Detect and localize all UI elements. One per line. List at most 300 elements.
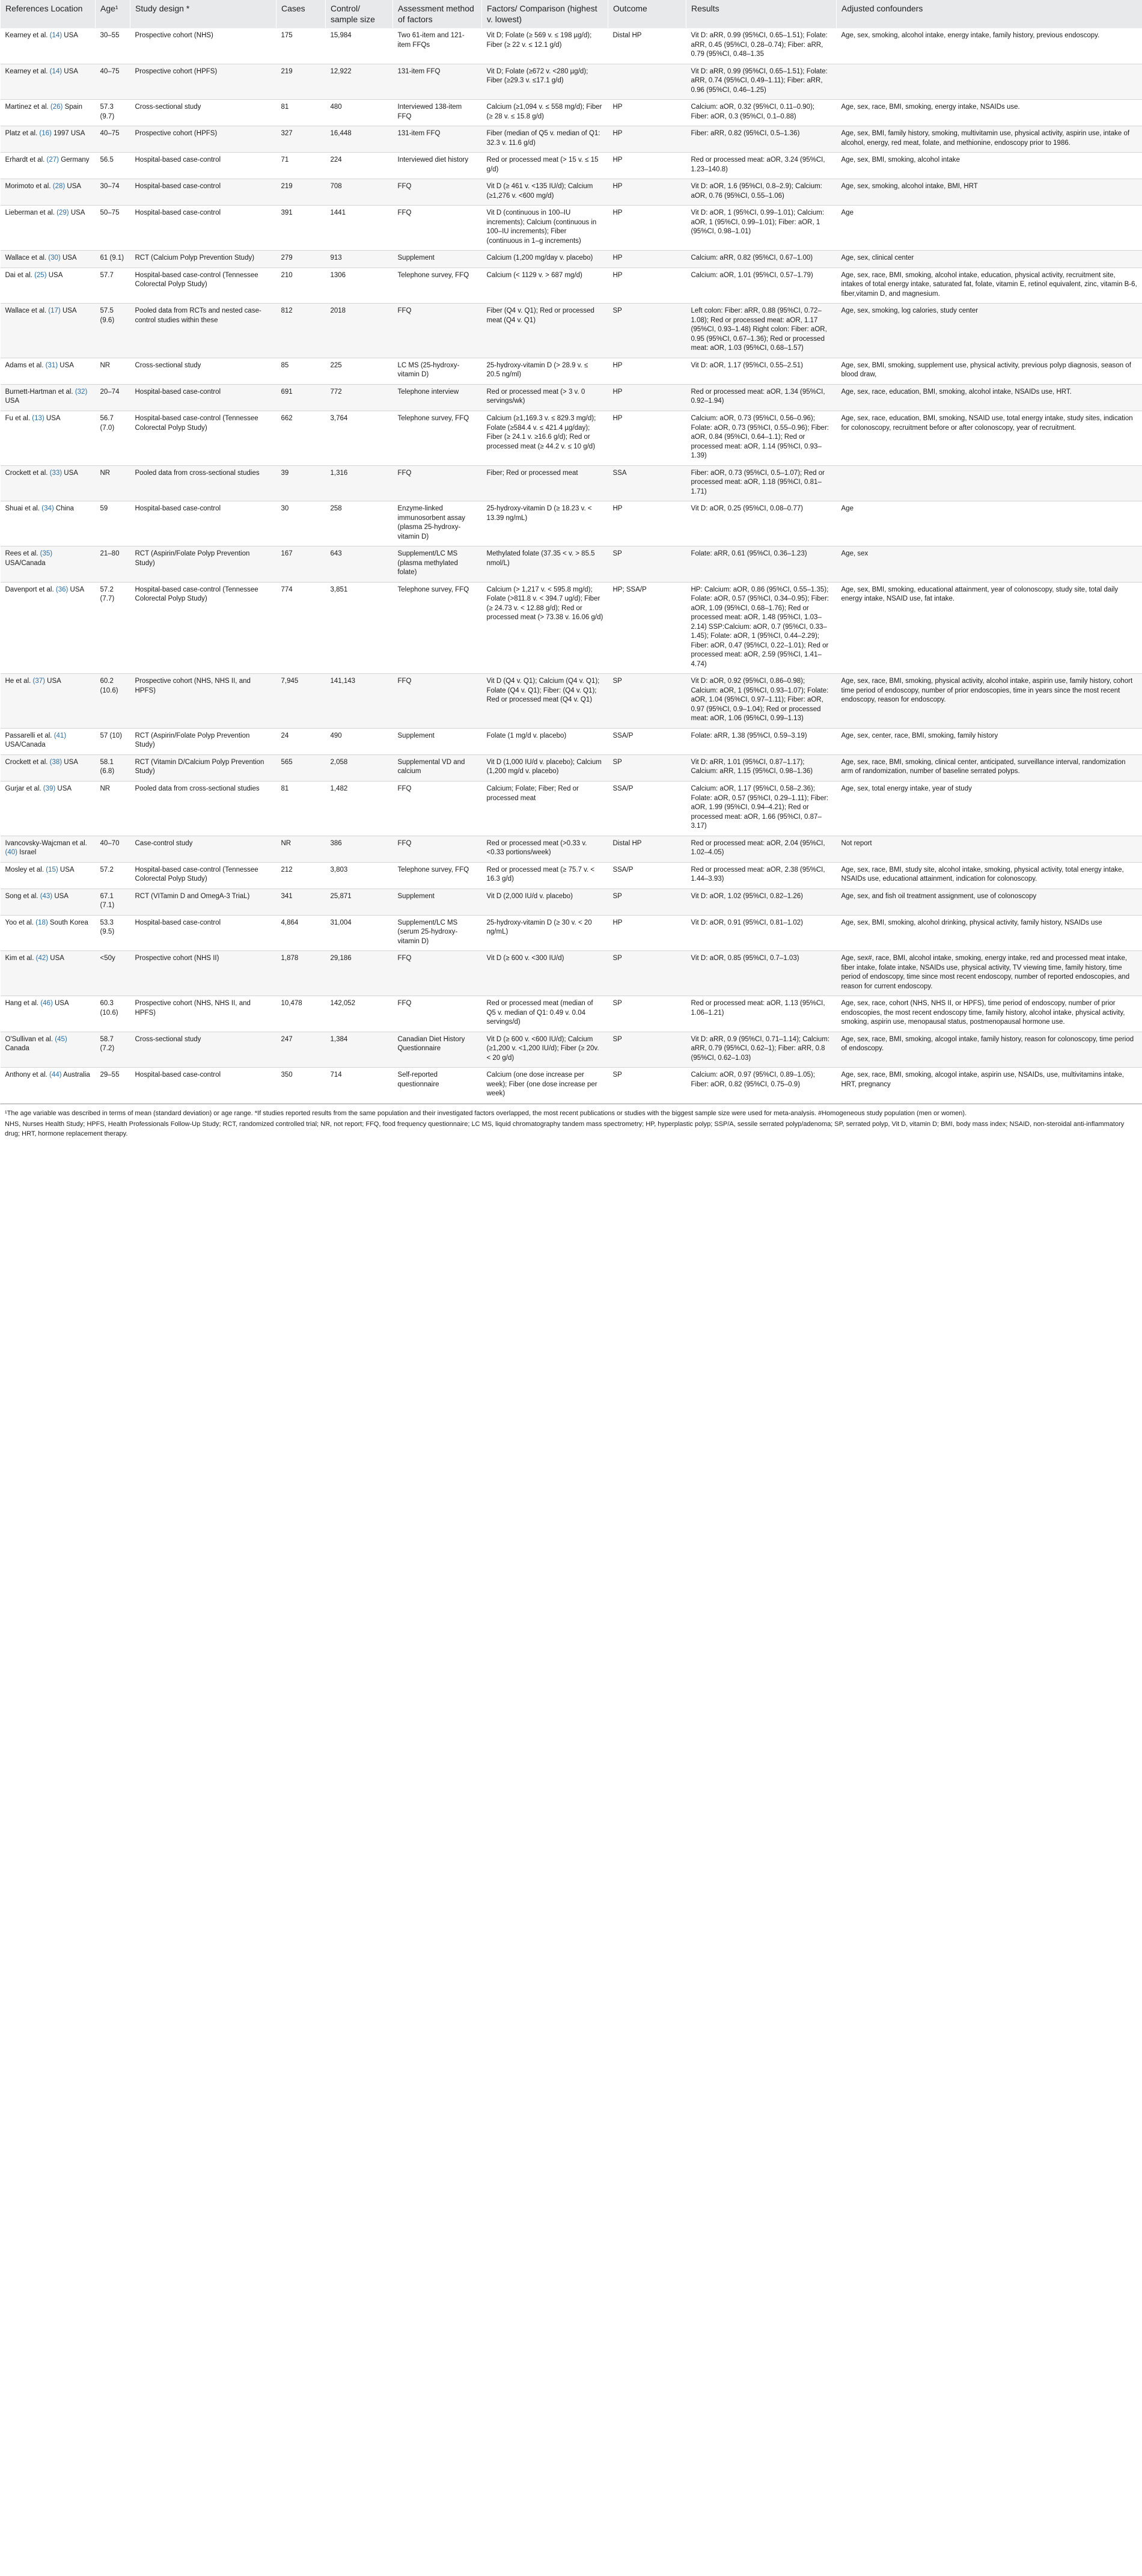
cell-study-design: RCT (Calcium Polyp Prevention Study) <box>130 251 276 268</box>
cell-sample-size: 714 <box>326 1068 393 1104</box>
header-row <box>1 0 1142 28</box>
cell-sample-size: 12,922 <box>326 64 393 100</box>
cell-age: 57.7 <box>96 268 130 304</box>
cell-assessment-method: Supplement <box>393 889 482 915</box>
table-row <box>1 1032 1142 1068</box>
cell-sample-size: 386 <box>326 836 393 862</box>
citation-link[interactable]: (31) <box>45 361 58 369</box>
cell-outcome: SP <box>608 889 686 915</box>
cell-outcome: SP <box>608 754 686 781</box>
cell-study-design: RCT (Aspirin/Folate Polyp Prevention Study) <box>130 728 276 754</box>
table-row <box>1 996 1142 1032</box>
cell-factors: Vit D (2,000 IU/d v. placebo) <box>482 889 608 915</box>
cell-factors: Red or processed meat (≥ 75.7 v. < 16.3 g/d) <box>482 862 608 889</box>
cell-adjusted-confounders: Age, sex, race, BMI, smoking, clinical center, anticipated, surveillance interval, randomization arm of randomization, number of baseline serrated polyps. <box>837 754 1142 781</box>
cell-age: 57 (10) <box>96 728 130 754</box>
cell-cases: 7,945 <box>276 674 326 729</box>
cell-sample-size: 29,186 <box>326 951 393 996</box>
cell-cases: 662 <box>276 411 326 465</box>
cell-assessment-method: 131-item FFQ <box>393 126 482 153</box>
cell-study-design: Prospective cohort (NHS, NHS II, and HPFS) <box>130 996 276 1032</box>
cell-factors: Calcium; Folate; Fiber; Red or processed meat <box>482 782 608 836</box>
cell-sample-size: 913 <box>326 251 393 268</box>
header-results: Results <box>686 0 837 28</box>
cell-cases: 10,478 <box>276 996 326 1032</box>
cell-assessment-method: Enzyme-linked immunosorbent assay (plasma 25-hydroxy-vitamin D) <box>393 501 482 546</box>
cell-outcome: Distal HP <box>608 28 686 64</box>
cell-sample-size: 3,764 <box>326 411 393 465</box>
cell-adjusted-confounders: Age, sex#, race, BMI, alcohol intake, smoking, energy intake, red and processed meat intake, fiber intake, folate intake, NSAIDs use, physical activity, TV viewing time, family history, time period of endoscopy, time since most recent endoscopy, number of reported endoscopies, and reason for current endoscopy. <box>837 951 1142 996</box>
cell-factors: Fiber; Red or processed meat <box>482 465 608 501</box>
citation-link[interactable]: (13) <box>32 414 44 422</box>
cell-results: Vit D: aOR, 1.17 (95%CI, 0.55–2.51) <box>686 358 837 384</box>
cell-age: 60.2 (10.6) <box>96 674 130 729</box>
cell-cases: 812 <box>276 304 326 358</box>
cell-study-design: Pooled data from cross-sectional studies <box>130 465 276 501</box>
citation-link[interactable]: (33) <box>49 469 63 477</box>
header-adjusted-confounders: Adjusted confounders <box>837 0 1142 28</box>
cell-cases: 71 <box>276 153 326 179</box>
citation-link[interactable]: (26) <box>50 103 63 111</box>
cell-results: Vit D: aOR, 1.6 (95%CI, 0.8–2.9); Calcium: aOR, 0.76 (95%CI, 0.55–1.06) <box>686 179 837 206</box>
cell-cases: 565 <box>276 754 326 781</box>
citation-link[interactable]: (18) <box>35 919 48 926</box>
cell-reference[interactable]: Fu et al. (13) USA <box>1 411 96 465</box>
cell-results: Vit D: aOR, 0.85 (95%CI, 0.7–1.03) <box>686 951 837 996</box>
cell-results: Vit D: aOR, 1 (95%CI, 0.99–1.01); Calcium: aOR, 1 (95%CI, 0.99–1.01); Fiber: aOR, 1 (95%CI, 0.98–1.01) <box>686 206 837 251</box>
cell-reference[interactable]: Platz et al. (16) 1997 USA <box>1 126 96 153</box>
cell-assessment-method: 131-item FFQ <box>393 64 482 100</box>
cell-outcome: HP <box>608 915 686 951</box>
cell-reference[interactable]: Song et al. (43) USA <box>1 889 96 915</box>
citation-link[interactable]: (30) <box>48 254 61 262</box>
citation-link[interactable]: (14) <box>49 67 63 75</box>
citation-link[interactable]: (41) <box>53 732 67 739</box>
cell-cases: 247 <box>276 1032 326 1068</box>
cell-age: 50–75 <box>96 206 130 251</box>
table-row <box>1 304 1142 358</box>
cell-adjusted-confounders: Age, sex, race, BMI, smoking, alcohol intake, education, physical activity, recruitment site, intakes of total energy intake, saturated fat, folate, vitamin E, retinol equivalent, zinc, vitamin B-6, fiber,vitamin D, and magnesium. <box>837 268 1142 304</box>
cell-study-design: Prospective cohort (NHS, NHS II, and HPFS) <box>130 674 276 729</box>
cell-outcome: SP <box>608 1032 686 1068</box>
cell-age: 57.2 <box>96 862 130 889</box>
citation-link[interactable]: (34) <box>41 505 54 513</box>
cell-assessment-method: Supplemental VD and calcium <box>393 754 482 781</box>
citation-link[interactable]: (42) <box>35 955 49 962</box>
cell-reference[interactable]: Erhardt et al. (27) Germany <box>1 153 96 179</box>
cell-sample-size: 142,052 <box>326 996 393 1032</box>
citation-link[interactable]: (44) <box>49 1071 62 1079</box>
cell-sample-size: 1306 <box>326 268 393 304</box>
cell-study-design: Hospital-based case-control <box>130 915 276 951</box>
cell-cases: 1,878 <box>276 951 326 996</box>
cell-age: <50y <box>96 951 130 996</box>
cell-factors: Calcium (≥1,169.3 v. ≤ 829.3 mg/d); Folate (≥584.4 v. ≤ 421.4 µg/day); Fiber (≥ 24.1 v. ≥16.6 g/d); Red or processed meat (≥ 44.2 v. ≤ 10 g/d) <box>482 411 608 465</box>
footnote-abbreviations: NHS, Nurses Health Study; HPFS, Health Professionals Follow-Up Study; RCT, randomized controlled trial; NR, not report; FFQ, food frequency questionnaire; LC MS, liquid chromatography tandem mass spectrometry; HP, hyperplastic polyp; SSP/A, sessile serrated polyp/adenoma; SP, serrated polyp, Vit D, vitamin D; BMI, body mass index; NSAID, non-steroidal anti-inflammatory drug; HRT, hormone replacement therapy. <box>5 1120 1125 1137</box>
cell-factors: Methylated folate (37.35 < v. > 85.5 nmol/L) <box>482 546 608 583</box>
citation-link[interactable]: (35) <box>40 550 53 558</box>
cell-results: Calcium: aOR, 1.01 (95%CI, 0.57–1.79) <box>686 268 837 304</box>
cell-adjusted-confounders <box>837 64 1142 100</box>
table-row <box>1 206 1142 251</box>
cell-age: 30–74 <box>96 179 130 206</box>
cell-results: Vit D: aRR, 0.99 (95%CI, 0.65–1.51); Folate: aRR, 0.74 (95%CI, 0.49–1.11); Fiber: aRR, 0.96 (95%CI, 0.46–1.25) <box>686 64 837 100</box>
cell-study-design: Hospital-based case-control <box>130 384 276 411</box>
cell-factors: Folate (1 mg/d v. placebo) <box>482 728 608 754</box>
cell-reference[interactable]: Mosley et al. (15) USA <box>1 862 96 889</box>
cell-reference[interactable]: Kearney et al. (14) USA <box>1 28 96 64</box>
citation-link[interactable]: (15) <box>46 866 58 873</box>
cell-adjusted-confounders: Age, sex, smoking, alcohol intake, energy intake, family history, previous endoscopy. <box>837 28 1142 64</box>
cell-adjusted-confounders: Age, sex, race, education, BMI, smoking, NSAID use, total energy intake, study sites, indication for colonoscopy, recruitment before or after colonoscopy, year of recruitment. <box>837 411 1142 465</box>
cell-age: 57.3 (9.7) <box>96 100 130 126</box>
cell-study-design: Hospital-based case-control <box>130 153 276 179</box>
cell-study-design: Prospective cohort (HPFS) <box>130 64 276 100</box>
header-factors: Factors/ Comparison (highest v. lowest) <box>482 0 608 28</box>
cell-cases: 210 <box>276 268 326 304</box>
cell-results: Fiber: aOR, 0.73 (95%CI, 0.5–1.07); Red or processed meat: aOR, 1.18 (95%CI, 0.81–1.71) <box>686 465 837 501</box>
cell-cases: 167 <box>276 546 326 583</box>
cell-study-design: Hospital-based case-control (Tennessee Colorectal Polyp Study) <box>130 582 276 674</box>
cell-reference[interactable]: O'Sullivan et al. (45) Canada <box>1 1032 96 1068</box>
citation-link[interactable]: (25) <box>34 271 47 279</box>
cell-results: Red or processed meat: aOR, 1.34 (95%CI, 0.92–1.94) <box>686 384 837 411</box>
cell-sample-size: 31,004 <box>326 915 393 951</box>
citation-link[interactable]: (46) <box>40 1000 53 1008</box>
cell-adjusted-confounders: Age, sex, race, BMI, smoking, energy intake, NSAIDs use. <box>837 100 1142 126</box>
cell-assessment-method: Two 61-item and 121-item FFQs <box>393 28 482 64</box>
cell-results: Left colon: Fiber: aRR, 0.88 (95%CI, 0.72–1.08); Red or processed meat: aOR, 1.17 (95%CI, 0.93–1.48) Right colon: Fiber: aOR, 0.95 (95%CI, 0.67–1.36); Red or processed meat: aOR, 1.03 (95%CI, 0.68–1.57) <box>686 304 837 358</box>
table-row <box>1 126 1142 153</box>
cell-results: Folate: aRR, 1.38 (95%CI, 0.59–3.19) <box>686 728 837 754</box>
cell-assessment-method: FFQ <box>393 465 482 501</box>
cell-study-design: RCT (VITamin D and OmegA-3 TriaL) <box>130 889 276 915</box>
cell-assessment-method: LC MS (25-hydroxy-vitamin D) <box>393 358 482 384</box>
citation-link[interactable]: (40) <box>5 849 17 857</box>
header-cases: Cases <box>276 0 326 28</box>
cell-results: Vit D: aOR, 1.02 (95%CI, 0.82–1.26) <box>686 889 837 915</box>
cell-results: Calcium: aRR, 0.82 (95%CI, 0.67–1.00) <box>686 251 837 268</box>
cell-outcome: HP <box>608 384 686 411</box>
cell-reference[interactable]: Davenport et al. (36) USA <box>1 582 96 674</box>
cell-study-design: Hospital-based case-control <box>130 501 276 546</box>
cell-assessment-method: Interviewed diet history <box>393 153 482 179</box>
cell-assessment-method: Interviewed 138-item FFQ <box>393 100 482 126</box>
cell-adjusted-confounders: Age, sex, smoking, log calories, study center <box>837 304 1142 358</box>
cell-sample-size: 490 <box>326 728 393 754</box>
header-sample-size: Control/ sample size <box>326 0 393 28</box>
cell-outcome: SP <box>608 546 686 583</box>
cell-outcome: SSA/P <box>608 782 686 836</box>
cell-reference[interactable]: Hang et al. (46) USA <box>1 996 96 1032</box>
citation-link[interactable]: (32) <box>75 388 88 396</box>
cell-factors: Red or processed meat (> 15 v. ≤ 15 g/d) <box>482 153 608 179</box>
cell-age: 40–70 <box>96 836 130 862</box>
cell-factors: Calcium (≥1,094 v. ≤ 558 mg/d); Fiber (≥ 28 v. ≤ 15.8 g/d) <box>482 100 608 126</box>
citation-link[interactable]: (17) <box>48 307 61 315</box>
table-row <box>1 1068 1142 1104</box>
cell-sample-size: 3,803 <box>326 862 393 889</box>
cell-results: Vit D: aRR, 0.99 (95%CI, 0.65–1.51); Folate: aRR, 0.45 (95%CI, 0.28–0.74); Fiber: aRR, 0.79 (95%CI, 0.48–1.35 <box>686 28 837 64</box>
cell-results: Vit D: aOR, 0.25 (95%CI, 0.08–0.77) <box>686 501 837 546</box>
table-row <box>1 28 1142 64</box>
cell-factors: Vit D (1,000 IU/d v. placebo); Calcium (1,200 mg/d v. placebo) <box>482 754 608 781</box>
cell-age: 56.5 <box>96 153 130 179</box>
cell-results: Red or processed meat: aOR, 2.38 (95%CI, 1.44–3.93) <box>686 862 837 889</box>
cell-reference[interactable]: Wallace et al. (30) USA <box>1 251 96 268</box>
cell-factors: 25-hydroxy-vitamin D (≥ 30 v. < 20 ng/mL) <box>482 915 608 951</box>
cell-reference[interactable]: Martinez et al. (26) Spain <box>1 100 96 126</box>
table-row <box>1 728 1142 754</box>
cell-outcome: SP <box>608 996 686 1032</box>
cell-adjusted-confounders: Age <box>837 206 1142 251</box>
cell-study-design: Hospital-based case-control <box>130 206 276 251</box>
citation-link[interactable]: (14) <box>49 32 63 39</box>
cell-factors: Calcium (1,200 mg/day v. placebo) <box>482 251 608 268</box>
cell-assessment-method: FFQ <box>393 179 482 206</box>
cell-age: 67.1 (7.1) <box>96 889 130 915</box>
cell-sample-size: 141,143 <box>326 674 393 729</box>
cell-factors: Vit D (≥ 600 v. <300 IU/d) <box>482 951 608 996</box>
table-body <box>1 28 1142 1103</box>
cell-cases: 219 <box>276 64 326 100</box>
cell-assessment-method: Supplement <box>393 728 482 754</box>
cell-age: NR <box>96 465 130 501</box>
cell-results: Calcium: aOR, 0.97 (95%CI, 0.89–1.05); Fiber: aOR, 0.82 (95%CI, 0.75–0.9) <box>686 1068 837 1104</box>
cell-adjusted-confounders: Age, sex, BMI, smoking, alcohol intake <box>837 153 1142 179</box>
cell-cases: 219 <box>276 179 326 206</box>
cell-outcome: SP <box>608 674 686 729</box>
cell-sample-size: 2018 <box>326 304 393 358</box>
cell-adjusted-confounders: Age, sex, BMI, smoking, supplement use, physical activity, previous polyp diagnosis, season of blood draw, <box>837 358 1142 384</box>
cell-reference[interactable]: Gurjar et al. (39) USA <box>1 782 96 836</box>
cell-factors: Red or processed meat (median of Q5 v. median of Q1: 0.49 v. 0.04 servings/d) <box>482 996 608 1032</box>
cell-factors: 25-hydroxy-vitamin D (≥ 18.23 v. < 13.39 ng/mL) <box>482 501 608 546</box>
cell-sample-size: 2,058 <box>326 754 393 781</box>
cell-reference[interactable]: Morimoto et al. (28) USA <box>1 179 96 206</box>
cell-study-design: Pooled data from RCTs and nested case-control studies within these <box>130 304 276 358</box>
cell-factors: Red or processed meat (>0.33 v. <0.33 portions/week) <box>482 836 608 862</box>
citation-link[interactable]: (27) <box>46 156 59 164</box>
cell-assessment-method: FFQ <box>393 674 482 729</box>
table-row <box>1 754 1142 781</box>
cell-age: 61 (9.1) <box>96 251 130 268</box>
table-row <box>1 100 1142 126</box>
cell-results: Calcium: aOR, 0.73 (95%CI, 0.56–0.96); Folate: aOR, 0.73 (95%CI, 0.55–0.96); Fiber: aOR, 0.84 (95%CI, 0.64–1.1); Red or processed meat: aOR, 1.14 (95%CI, 0.93–1.39) <box>686 411 837 465</box>
cell-results: Calcium: aOR, 1.17 (95%CI, 0.58–2.36); Folate: aOR, 0.57 (95%CI, 0.29–1.11); Fiber: aOR, 1.99 (95%CI, 0.94–4.21); Red or processed meat: aOR, 1.66 (95%CI, 0.87–3.17) <box>686 782 837 836</box>
cell-outcome: SP <box>608 304 686 358</box>
cell-sample-size: 643 <box>326 546 393 583</box>
citation-link[interactable]: (36) <box>55 586 69 593</box>
cell-age: 40–75 <box>96 126 130 153</box>
cell-study-design: RCT (Aspirin/Folate Polyp Prevention Study) <box>130 546 276 583</box>
cell-reference[interactable]: Crockett et al. (33) USA <box>1 465 96 501</box>
citation-link[interactable]: (39) <box>43 785 56 792</box>
cell-study-design: Cross-sectional study <box>130 1032 276 1068</box>
cell-assessment-method: FFQ <box>393 996 482 1032</box>
cell-study-design: Cross-sectional study <box>130 358 276 384</box>
table-row <box>1 358 1142 384</box>
cell-results: HP: Calcium: aOR, 0.86 (95%CI, 0.55–1.35); Folate: aOR, 0.57 (95%CI, 0.34–0.95); Fiber: aOR, 1.09 (95%CI, 0.68–1.76); Red or processed meat: aOR, 1.48 (95%CI, 1.03–2.14) SSP:Calcium: aOR, 0.7 (95%CI, 0.33–1.45); Folate: aOR, 1 (95%CI, 0.44–2.29); Fiber: aOR, 0.47 (95%CI, 0.22–1.01); Red or processed meat: aOR, 2.59 (95%CI, 1.41–4.74) <box>686 582 837 674</box>
cell-adjusted-confounders: Age, sex, total energy intake, year of study <box>837 782 1142 836</box>
citation-link[interactable]: (16) <box>39 130 52 138</box>
cell-sample-size: 25,871 <box>326 889 393 915</box>
citation-link[interactable]: (28) <box>52 183 66 191</box>
cell-assessment-method: FFQ <box>393 836 482 862</box>
cell-cases: 85 <box>276 358 326 384</box>
cell-adjusted-confounders: Age, sex, race, education, BMI, smoking, alcohol intake, NSAIDs use, HRT. <box>837 384 1142 411</box>
cell-reference[interactable]: Lieberman et al. (29) USA <box>1 206 96 251</box>
citation-link[interactable]: (37) <box>32 678 45 685</box>
cell-age: 58.1 (6.8) <box>96 754 130 781</box>
cell-outcome: HP <box>608 126 686 153</box>
cell-adjusted-confounders: Age, sex, smoking, alcohol intake, BMI, HRT <box>837 179 1142 206</box>
cell-factors: Vit D (≥ 461 v. <135 IU/d); Calcium (≥1,276 v. <600 mg/d) <box>482 179 608 206</box>
cell-outcome: HP <box>608 251 686 268</box>
cell-adjusted-confounders: Age, sex, race, BMI, smoking, alcogol intake, aspirin use, NSAIDs, use, multivitamins intake, HRT, pregnancy <box>837 1068 1142 1104</box>
cell-age: NR <box>96 782 130 836</box>
table-header <box>1 0 1142 28</box>
header-age: Age¹ <box>96 0 130 28</box>
cell-assessment-method: Supplement/LC MS (plasma methylated folate) <box>393 546 482 583</box>
cell-sample-size: 225 <box>326 358 393 384</box>
cell-assessment-method: Telephone survey, FFQ <box>393 582 482 674</box>
cell-assessment-method: FFQ <box>393 206 482 251</box>
table-row <box>1 251 1142 268</box>
cell-reference[interactable]: Dai et al. (25) USA <box>1 268 96 304</box>
cell-factors: Calcium (one dose increase per week); Fiber (one dose increase per week) <box>482 1068 608 1104</box>
cell-factors: Vit D; Folate (≥ 569 v. ≤ 198 µg/d); Fiber (≥ 22 v. ≤ 12.1 g/d) <box>482 28 608 64</box>
cell-factors: Red or processed meat (> 3 v. 0 servings/wk) <box>482 384 608 411</box>
cell-outcome: SP <box>608 951 686 996</box>
cell-study-design: Hospital-based case-control (Tennessee Colorectal Polyp Study) <box>130 268 276 304</box>
cell-adjusted-confounders: Age, sex, race, BMI, smoking, physical activity, alcohol intake, aspirin use, family history, cohort time period of endoscopy, number of prior endoscopies, time in years since the most recent endoscopy, reason for endoscopy. <box>837 674 1142 729</box>
table-row <box>1 782 1142 836</box>
cell-reference[interactable]: Adams et al. (31) USA <box>1 358 96 384</box>
cell-sample-size: 16,448 <box>326 126 393 153</box>
cell-outcome: SSA <box>608 465 686 501</box>
table-row <box>1 153 1142 179</box>
table-row <box>1 384 1142 411</box>
cell-study-design: Hospital-based case-control <box>130 179 276 206</box>
cell-sample-size: 1,482 <box>326 782 393 836</box>
cell-adjusted-confounders: Age, sex, race, cohort (NHS, NHS II, or HPFS), time period of endoscopy, number of prior endoscopies, the most recent endoscopy time, family history, alcohol intake, physical activity, smoking, aspirin use, menopausal status, postmenopausal hormone use. <box>837 996 1142 1032</box>
cell-reference[interactable]: He et al. (37) USA <box>1 674 96 729</box>
cell-cases: 81 <box>276 100 326 126</box>
header-study-design: Study design * <box>130 0 276 28</box>
citation-link[interactable]: (38) <box>49 758 63 766</box>
cell-factors: Vit D (Q4 v. Q1); Calcium (Q4 v. Q1); Folate (Q4 v. Q1); Fiber: (Q4 v. Q1); Red or processed meat (Q4 v. Q1) <box>482 674 608 729</box>
cell-factors: Fiber (median of Q5 v. median of Q1: 32.3 v. 11.6 g/d) <box>482 126 608 153</box>
cell-factors: Calcium (> 1,217 v. < 595.8 mg/d); Folate (>811.8 v. < 394.7 ug/d); Fiber (≥ 24.73 v. < 12.88 g/d); Red or processed meat (> 73.38 v. 16.06 g/d) <box>482 582 608 674</box>
cell-cases: 327 <box>276 126 326 153</box>
cell-reference[interactable]: Kim et al. (42) USA <box>1 951 96 996</box>
cell-age: NR <box>96 358 130 384</box>
cell-reference[interactable]: Crockett et al. (38) USA <box>1 754 96 781</box>
cell-cases: 350 <box>276 1068 326 1104</box>
cell-age: 56.7 (7.0) <box>96 411 130 465</box>
cell-results: Vit D: aOR, 0.91 (95%CI, 0.81–1.02) <box>686 915 837 951</box>
cell-sample-size: 258 <box>326 501 393 546</box>
table-row <box>1 179 1142 206</box>
table-row <box>1 465 1142 501</box>
cell-adjusted-confounders: Age, sex, race, BMI, smoking, alcogol intake, family history, reason for colonoscopy, time period of endoscopy. <box>837 1032 1142 1068</box>
cell-cases: 391 <box>276 206 326 251</box>
cell-reference[interactable]: Rees et al. (35) USA/Canada <box>1 546 96 583</box>
cell-cases: 212 <box>276 862 326 889</box>
cell-reference[interactable]: Ivancovsky-Wajcman et al. (40) Israel <box>1 836 96 862</box>
cell-assessment-method: Supplement/LC MS (serum 25-hydroxy-vitamin D) <box>393 915 482 951</box>
cell-reference[interactable]: Passarelli et al. (41) USA/Canada <box>1 728 96 754</box>
cell-cases: 39 <box>276 465 326 501</box>
cell-study-design: Hospital-based case-control (Tennessee Colorectal Polyp Study) <box>130 411 276 465</box>
cell-results: Red or processed meat: aOR, 2.04 (95%CI, 1.02–4.05) <box>686 836 837 862</box>
cell-results: Red or processed meat: aOR, 1.13 (95%CI, 1.06–1.21) <box>686 996 837 1032</box>
citation-link[interactable]: (29) <box>56 209 69 217</box>
cell-results: Vit D: aOR, 0.92 (95%CI, 0.86–0.98); Calcium: aOR, 1 (95%CI, 0.93–1.07); Folate: aOR, 1.04 (95%CI, 0.97–1.11); Fiber: aOR, 0.97 (95%CI, 0.9–1.04); Red or processed meat: aOR, 1.06 (95%CI, 0.99–1.13) <box>686 674 837 729</box>
table-row <box>1 836 1142 862</box>
cell-factors: 25-hydroxy-vitamin D (> 28.9 v. ≤ 20.5 ng/ml) <box>482 358 608 384</box>
header-assessment-method: Assessment method of factors <box>393 0 482 28</box>
cell-outcome: HP <box>608 268 686 304</box>
cell-reference[interactable]: Burnett-Hartman et al. (32) USA <box>1 384 96 411</box>
cell-adjusted-confounders: Age, sex, BMI, smoking, educational attainment, year of colonoscopy, study site, total daily energy intake, NSAID use, fat intake. <box>837 582 1142 674</box>
cell-adjusted-confounders: Age, sex, BMI, smoking, alcohol drinking, physical activity, family history, NSAIDs use <box>837 915 1142 951</box>
table-row <box>1 674 1142 729</box>
cell-assessment-method: Telephone interview <box>393 384 482 411</box>
cell-reference[interactable]: Shuai et al. (34) China <box>1 501 96 546</box>
cell-reference[interactable]: Wallace et al. (17) USA <box>1 304 96 358</box>
cell-reference[interactable]: Yoo et al. (18) South Korea <box>1 915 96 951</box>
cell-assessment-method: Telephone survey, FFQ <box>393 862 482 889</box>
cell-factors: Vit D (continuous in 100–IU increments); Calcium (continuous in 100–IU increments); Fiber (continuous in 1–g increments) <box>482 206 608 251</box>
cell-outcome: HP <box>608 501 686 546</box>
cell-study-design: Hospital-based case-control <box>130 1068 276 1104</box>
cell-cases: 30 <box>276 501 326 546</box>
cell-sample-size: 1441 <box>326 206 393 251</box>
cell-assessment-method: Canadian Diet History Questionnaire <box>393 1032 482 1068</box>
citation-link[interactable]: (43) <box>40 892 53 900</box>
cell-age: 60.3 (10.6) <box>96 996 130 1032</box>
cell-assessment-method: FFQ <box>393 782 482 836</box>
cell-age: 20–74 <box>96 384 130 411</box>
table-row <box>1 951 1142 996</box>
table-row <box>1 546 1142 583</box>
table-row <box>1 64 1142 100</box>
cell-sample-size: 224 <box>326 153 393 179</box>
cell-reference[interactable]: Anthony et al. (44) Australia <box>1 1068 96 1104</box>
cell-outcome: HP; SSA/P <box>608 582 686 674</box>
cell-results: Fiber: aRR, 0.82 (95%CI, 0.5–1.36) <box>686 126 837 153</box>
cell-sample-size: 3,851 <box>326 582 393 674</box>
header-references: References Location <box>1 0 96 28</box>
cell-outcome: HP <box>608 153 686 179</box>
cell-cases: NR <box>276 836 326 862</box>
cell-reference[interactable]: Kearney et al. (14) USA <box>1 64 96 100</box>
cell-outcome: HP <box>608 100 686 126</box>
cell-adjusted-confounders <box>837 465 1142 501</box>
cell-study-design: Prospective cohort (NHS II) <box>130 951 276 996</box>
cell-cases: 81 <box>276 782 326 836</box>
header-outcome: Outcome <box>608 0 686 28</box>
cell-assessment-method: Telephone survey, FFQ <box>393 268 482 304</box>
cell-adjusted-confounders: Age, sex, center, race, BMI, smoking, family history <box>837 728 1142 754</box>
table-row <box>1 889 1142 915</box>
cell-results: Vit D: aRR, 1.01 (95%CI, 0.87–1.17); Calcium: aRR, 1.15 (95%CI, 0.98–1.36) <box>686 754 837 781</box>
citation-link[interactable]: (45) <box>55 1035 67 1043</box>
cell-assessment-method: FFQ <box>393 304 482 358</box>
cell-age: 40–75 <box>96 64 130 100</box>
